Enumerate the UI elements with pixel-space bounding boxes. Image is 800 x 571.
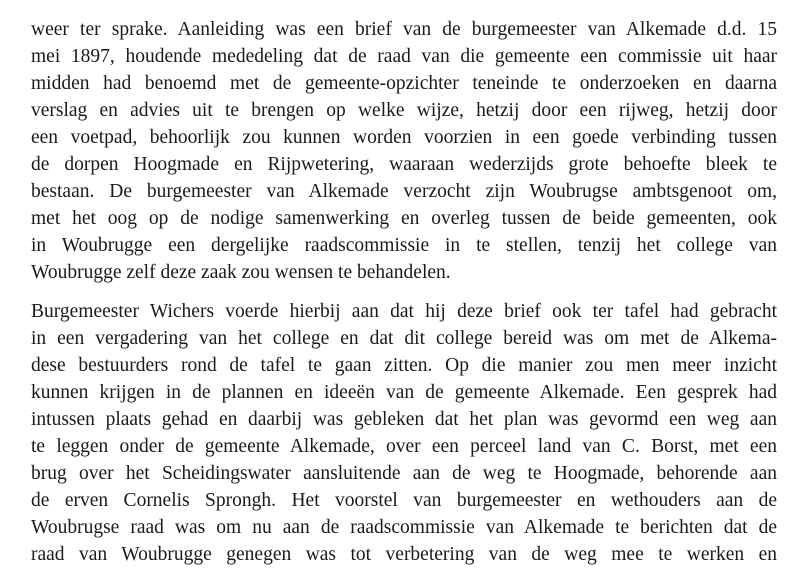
text-line: mei 1897, houdende mededeling dat de raad van die gemeente een commissie uit haar [31, 46, 777, 67]
text-line: in een vergadering van het college en dat dit college bereid was om met de Alkema- [31, 328, 777, 349]
text-line: te leggen onder de gemeente Alkemade, over een perceel land van C. Borst, met een [31, 436, 777, 457]
text-line: met het oog op de nodige samenwerking en overleg tussen de beide gemeenten, ook [31, 208, 777, 229]
text-line: dese bestuurders rond de tafel te gaan zitten. Op die manier zou men meer inzicht [31, 355, 777, 376]
paragraph-1 [31, 16, 777, 286]
text-line: Burgemeester Wichers voerde hierbij aan dat hij deze brief ook ter tafel had gebracht [31, 301, 777, 322]
text-line: een voetpad, behoorlijk zou kunnen worden voorzien in een goede verbinding tussen [31, 127, 777, 148]
text-line: brug over het Scheidingswater aansluitende aan de weg te Hoogmade, behorende aan [31, 463, 777, 484]
paragraph-2 [31, 298, 777, 568]
text-line: Woubrugge zelf deze zaak zou wensen te behandelen. [31, 262, 451, 283]
text-line: verslag en advies uit te brengen op welke wijze, hetzij door een rijweg, hetzij door [31, 100, 777, 121]
text-line: de erven Cornelis Sprongh. Het voorstel van burgemeester en wethouders aan de [31, 490, 777, 511]
text-line: midden had benoemd met de gemeente-opzichter teneinde te onderzoeken en daarna [31, 73, 777, 94]
text-line: de dorpen Hoogmade en Rijpwetering, waaraan wederzijds grote behoefte bleek te [31, 154, 777, 175]
text-line: bestaan. De burgemeester van Alkemade verzocht zijn Woubrugse ambtsgenoot om, [31, 181, 777, 202]
text-line: in Woubrugge een dergelijke raadscommissie in te stellen, tenzij het college van [31, 235, 777, 256]
text-line: intussen plaats gehad en daarbij was gebleken dat het plan was gevormd een weg aan [31, 409, 777, 430]
text-line: weer ter sprake. Aanleiding was een brief van de burgemeester van Alkemade d.d. 15 [31, 19, 777, 40]
text-line: Woubrugse raad was om nu aan de raadscommissie van Alkemade te berichten dat de [31, 517, 777, 538]
text-line: raad van Woubrugge genegen was tot verbetering van de weg mee te werken en [31, 544, 777, 565]
text-line: kunnen krijgen in de plannen en ideeën van de gemeente Alkemade. Een gesprek had [31, 382, 777, 403]
